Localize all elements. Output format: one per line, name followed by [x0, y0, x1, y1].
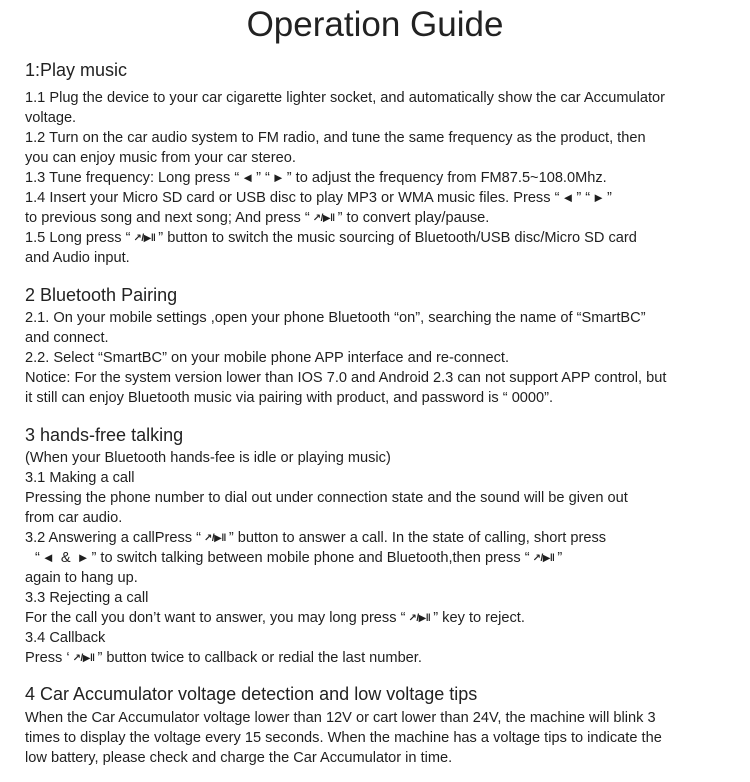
text-segment: ” “ — [576, 190, 591, 206]
text-line: 1.1 Plug the device to your car cigarette lighter socket, and automatically show the car Accumulator — [25, 90, 666, 106]
section-heading-bluetooth-pairing: 2 Bluetooth Pairing — [25, 285, 178, 305]
text-segment: 1.5 Long press “ — [25, 230, 131, 246]
text-line: and connect. — [25, 330, 109, 346]
text-line: times to display the voltage every 15 seconds. When the machine has a voltage tips to indicate the — [25, 730, 662, 746]
text-line: 1.2 Turn on the car audio system to FM radio, and tune the same frequency as the product, then — [25, 130, 646, 146]
text-line-1-4 — [25, 188, 612, 208]
prev-icon: ◄ — [561, 190, 575, 205]
text-line: you can enjoy music from your car stereo. — [25, 150, 296, 166]
text-line-3-2 — [25, 528, 606, 549]
text-segment: “ — [35, 550, 40, 566]
text-segment: ” “ — [256, 170, 270, 186]
play-pause-icon: ↗/▶‖ — [204, 533, 226, 544]
text-segment: 3.2 Answering a callPress “ — [25, 530, 202, 546]
text-segment: 1.4 Insert your Micro SD card or USB disc to play MP3 or WMA music files. Press “ — [25, 190, 560, 206]
text-line: 2.2. Select “SmartBC” on your mobile phone APP interface and re-connect. — [25, 350, 510, 366]
text-line-1-3 — [25, 168, 607, 188]
play-pause-icon: ↗/▶‖ — [408, 613, 431, 624]
play-pause-icon: ↗/▶‖ — [312, 213, 335, 224]
next-icon: ► — [271, 170, 285, 185]
text-segment: For the call you don’t want to answer, you may long press “ — [25, 610, 406, 626]
section-heading-hands-free: 3 hands-free talking — [25, 425, 184, 445]
play-pause-icon: ↗/▶‖ — [532, 553, 555, 564]
play-pause-icon: ↗/▶‖ — [133, 233, 156, 244]
text-line: low battery, please check and charge the Car Accumulator in time. — [25, 750, 453, 766]
text-segment: ” to adjust the frequency from FM87.5~108.0Mhz. — [286, 170, 607, 186]
text-segment: ” button twice to callback or redial the last number. — [97, 650, 422, 666]
text-line: it still can enjoy Bluetooth music via pairing with product, and password is “ 0000”. — [25, 390, 554, 406]
section-heading-voltage: 4 Car Accumulator voltage detection and low voltage tips — [25, 684, 478, 704]
text-segment: 1.3 Tune frequency: Long press “ — [25, 170, 240, 186]
section-heading-play-music: 1:Play music — [25, 60, 128, 80]
text-line-3-3 — [25, 608, 525, 629]
text-segment: ” key to reject. — [433, 610, 525, 626]
text-line: and Audio input. — [25, 250, 130, 266]
text-line: from car audio. — [25, 510, 123, 526]
next-icon: ► — [76, 550, 90, 565]
text-line: voltage. — [25, 110, 77, 126]
text-line: (When your Bluetooth hands-fee is idle or playing music) — [25, 450, 391, 466]
prev-icon: ◄ — [241, 170, 255, 185]
text-segment: ” to convert play/pause. — [337, 210, 490, 226]
text-line: 3.4 Callback — [25, 630, 106, 646]
next-icon: ► — [592, 190, 605, 205]
page-title: Operation Guide — [246, 5, 504, 44]
text-line: Pressing the phone number to dial out under connection state and the sound will be given out — [25, 490, 628, 506]
text-segment: Press ‘ — [25, 650, 70, 666]
text-line-1-5 — [25, 228, 637, 249]
text-line: When the Car Accumulator voltage lower than 12V or cart lower than 24V, the machine will blink 3 — [25, 710, 656, 726]
text-segment: to previous song and next song; And press “ — [25, 210, 310, 226]
text-line: again to hang up. — [25, 570, 138, 586]
text-line-1-4b — [25, 208, 489, 229]
text-line-3-4 — [25, 648, 422, 669]
text-line-3-2b — [35, 548, 562, 569]
text-segment: & — [60, 550, 71, 566]
play-pause-icon: ↗/▶‖ — [72, 653, 95, 664]
prev-icon: ◄ — [41, 550, 55, 565]
text-segment: ” — [606, 190, 612, 206]
text-line: 3.1 Making a call — [25, 470, 135, 486]
text-segment: ” button to switch the music sourcing of Bluetooth/USB disc/Micro SD card — [158, 230, 637, 246]
text-line: Notice: For the system version lower than IOS 7.0 and Android 2.3 can not support APP control, but — [25, 370, 667, 386]
text-line: 2.1. On your mobile settings ,open your phone Bluetooth “on”, searching the name of “SmartBC” — [25, 310, 646, 326]
text-line: 3.3 Rejecting a call — [25, 590, 149, 606]
text-segment: ” button to answer a call. In the state of calling, short press — [228, 530, 607, 546]
text-segment: ” — [557, 550, 563, 566]
text-segment: ” to switch talking between mobile phone and Bluetooth,then press “ — [91, 550, 530, 566]
